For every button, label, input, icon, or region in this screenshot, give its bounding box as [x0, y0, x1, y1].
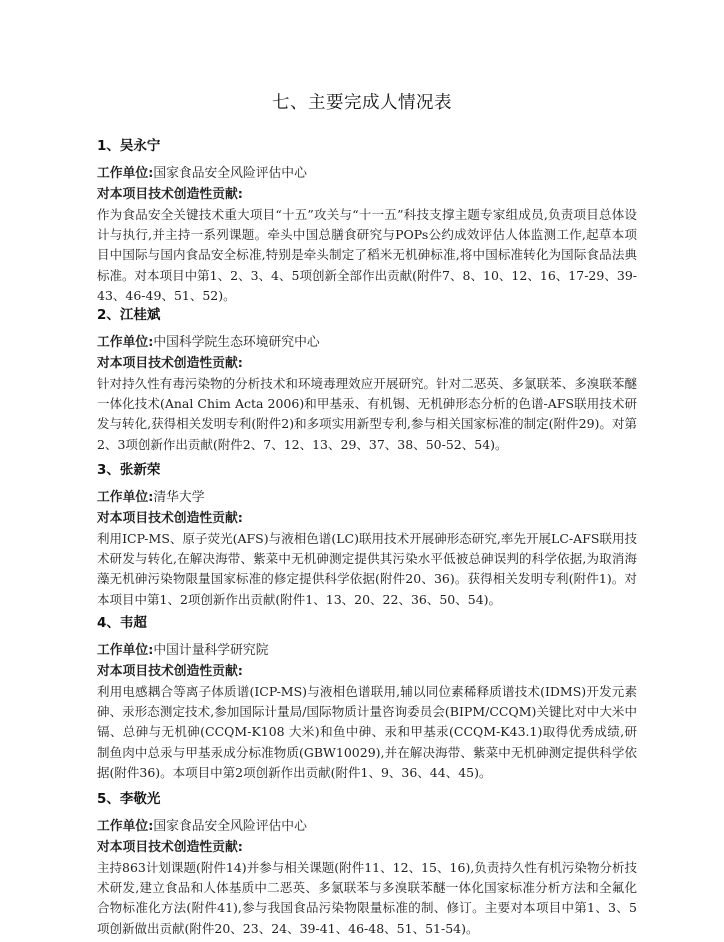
person-section-3	[97, 460, 637, 610]
contribution-text: 主持863计划课题(附件14)并参与相关课题(附件11、12、15、16),负责持久性有机污染物分析技术研发,建立食品和人体基质中二恶英、多氯联苯与多溴联苯醚一体化国家标准分析方法和全氟化合物标准化方法(附件41),参与我国食品污染物限量标准的制、修订。主要对本项目中第1、3、5项创新做出贡献(附件20、23、24、39-41、46-48、51、51-54)。	[97, 860, 637, 936]
work-unit-value: 中国计量科学研究院	[153, 643, 269, 658]
work-unit-value: 清华大学	[153, 490, 205, 505]
work-unit-line	[97, 487, 637, 508]
contribution-text: 针对持久性有毒污染物的分析技术和环境毒理效应开展研究。针对二恶英、多氯联苯、多溴联苯醚一体化技术(Anal Chim Acta 2006)和甲基汞、有机锡、无机砷形态分析的色谱-AFS联用技术研发与转化,获得相关发明专利(附件2)和多项实用新型专利,参与相关国家标准的制定(附件29)。对第2、3项创新作出贡献(附件2、7、12、13、29、37、38、50-52、54)。	[97, 376, 637, 452]
work-unit-value: 中国科学院生态环境研究中心	[153, 335, 320, 350]
work-unit-label: 工作单位:	[97, 490, 154, 505]
person-heading: 4、韦超	[97, 615, 147, 631]
contribution-label: 对本项目技术创造性贡献:	[97, 187, 243, 202]
person-section-4	[97, 613, 637, 783]
page-title: 七、主要完成人情况表	[272, 93, 452, 113]
work-unit-line	[97, 816, 637, 837]
person-heading: 5、李敬光	[97, 791, 161, 807]
person-section-5	[97, 789, 637, 939]
contribution-label: 对本项目技术创造性贡献:	[97, 840, 243, 855]
work-unit-label: 工作单位:	[97, 166, 154, 181]
contribution-text: 作为食品安全关键技术重大项目“十五”攻关与“十一五”科技支撑主题专家组成员,负责项目总体设计与执行,并主持一系列课题。牵头中国总膳食研究与POPs公约成效评估人体监测工作,起草本项目中国际与国内食品安全标准,特别是牵头制定了稻米无机砷标准,将中国标准转化为国际食品法典标准。对本项目中第1、2、3、4、5项创新全部作出贡献(附件7、8、10、12、16、17-29、39-43、46-49、51、52)。	[97, 207, 637, 303]
work-unit-label: 工作单位:	[97, 819, 154, 834]
work-unit-value: 国家食品安全风险评估中心	[153, 166, 307, 181]
work-unit-label: 工作单位:	[97, 335, 154, 350]
contribution-label: 对本项目技术创造性贡献:	[97, 511, 243, 526]
work-unit-line	[97, 163, 637, 184]
contribution-text: 利用电感耦合等离子体质谱(ICP-MS)与液相色谱联用,辅以同位素稀释质谱技术(IDMS)开发元素砷、汞形态测定技术,参加国际计量局/国际物质计量咨询委员会(BIPM/CCQM)关键比对中大米中镉、总砷与无机砷(CCQM-K108 大米)和鱼中砷、汞和甲基汞(CCQM-K43.1)取得优秀成绩,研制鱼肉中总汞与甲基汞成分标准物质(GBW10029),并在解决海带、紫菜中无机砷测定提供科学依据(附件36)。本项目中第2项创新作出贡献(附件1、9、36、44、45)。	[97, 684, 637, 780]
work-unit-value: 国家食品安全风险评估中心	[153, 819, 307, 834]
person-heading: 1、吴永宁	[97, 138, 161, 154]
work-unit-line	[97, 332, 637, 353]
person-heading: 3、张新荣	[97, 462, 161, 478]
person-section-1	[97, 136, 637, 306]
contribution-label: 对本项目技术创造性贡献:	[97, 664, 243, 679]
person-section-2	[97, 305, 637, 455]
work-unit-label: 工作单位:	[97, 643, 154, 658]
person-heading: 2、江桂斌	[97, 307, 161, 323]
contribution-label: 对本项目技术创造性贡献:	[97, 356, 243, 371]
work-unit-line	[97, 640, 637, 661]
contribution-text: 利用ICP-MS、原子荧光(AFS)与液相色谱(LC)联用技术开展砷形态研究,率先开展LC-AFS联用技术研发与转化,在解决海带、紫菜中无机砷测定提供其污染水平低被总砷误判的科学依据,为取消海藻无机砷污染物限量国家标准的修定提供科学依据(附件20、36)。获得相关发明专利(附件1)。对本项目中第1、2项创新作出贡献(附件1、13、20、22、36、50、54)。	[97, 531, 637, 607]
